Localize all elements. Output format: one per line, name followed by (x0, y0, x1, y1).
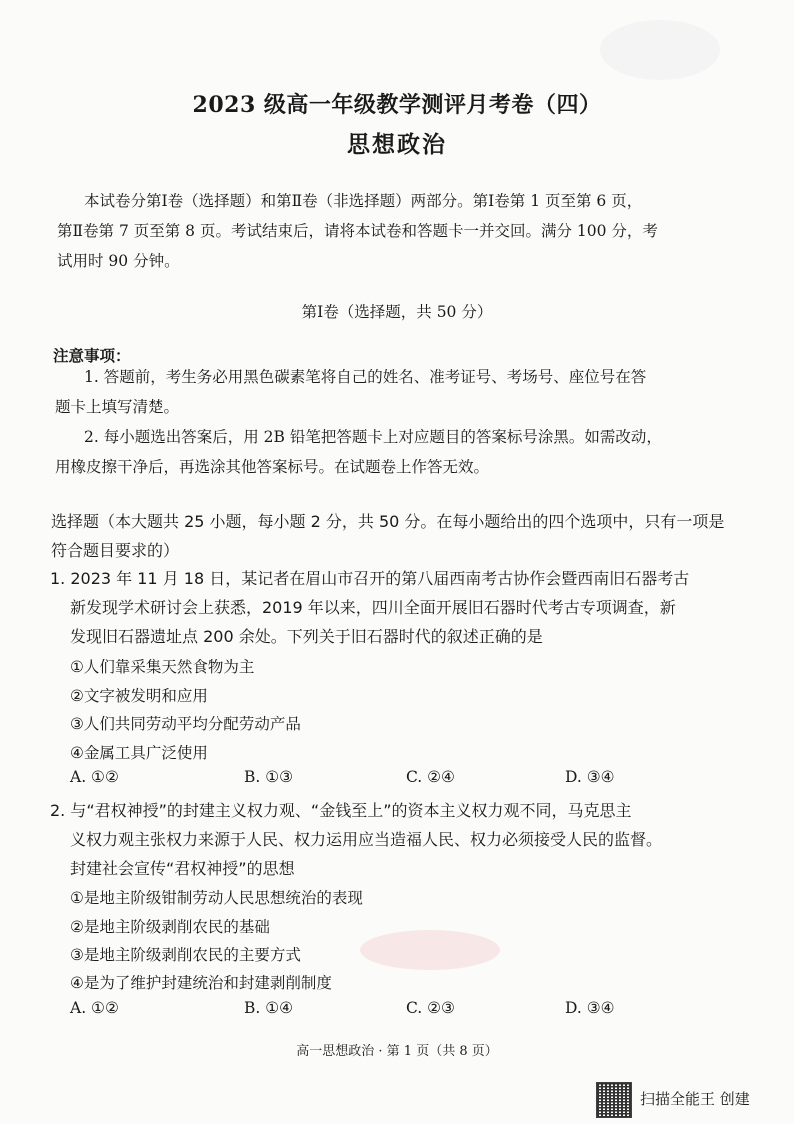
intro-line: 本试卷分第Ⅰ卷（选择题）和第Ⅱ卷（非选择题）两部分。第Ⅰ卷第 1 页至第 6 页， (84, 192, 643, 210)
question-statement: ④金属工具广泛使用 (70, 744, 208, 762)
exam-title: 2023 级高一年级教学测评月考卷（四） (192, 92, 602, 118)
question-stem-line: 新发现学术研讨会上获悉，2019 年以来，四川全面开展旧石器时代考古专项调查，新 (70, 598, 676, 617)
question-statement: ①是地主阶级钳制劳动人民思想统治的表现 (70, 889, 363, 907)
notice-line: 2. 每小题选出答案后，用 2B 铅笔把答题卡上对应题目的答案标号涂黑。如需改动， (84, 428, 662, 446)
instructions-line: 选择题（本大题共 25 小题，每小题 2 分，共 50 分。在每小题给出的四个选项中，只有一项是 (51, 512, 725, 531)
scan-stain (360, 930, 500, 970)
section-heading: 第Ⅰ卷（选择题，共 50 分） (301, 303, 493, 321)
question-statement: ③是地主阶级剥削农民的主要方式 (70, 946, 301, 964)
question-stem-line: 义权力观主张权力来源于人民、权力运用应当造福人民、权力必须接受人民的监督。 (70, 830, 663, 849)
question-statement: ④是为了维护封建统治和封建剥削制度 (70, 974, 332, 992)
notice-line: 用橡皮擦干净后，再选涂其他答案标号。在试题卷上作答无效。 (55, 458, 490, 476)
question-statement: ①人们靠采集天然食物为主 (70, 658, 255, 676)
question-stem-line: 发现旧石器遗址点 200 余处。下列关于旧石器时代的叙述正确的是 (70, 627, 543, 646)
question-stem-line: 封建社会宣传“君权神授”的思想 (70, 859, 295, 878)
page-footer: 高一思想政治 · 第 1 页（共 8 页） (296, 1044, 498, 1059)
intro-line: 试用时 90 分钟。 (57, 252, 180, 270)
question-statement: ②文字被发明和应用 (70, 687, 208, 705)
instructions-line: 符合题目要求的） (51, 541, 180, 560)
choice-c: C. ②③ (406, 999, 455, 1017)
scan-stain (600, 20, 720, 80)
subject-title: 思想政治 (347, 131, 447, 158)
question-statement: ②是地主阶级剥削农民的基础 (70, 918, 270, 936)
question-stem-line: 1. 2023 年 11 月 18 日，某记者在眉山市召开的第八届西南考古协作会暨西南旧石器考古 (50, 569, 690, 588)
choice-d: D. ③④ (565, 768, 615, 786)
scanner-watermark: 扫描全能王 创建 (640, 1090, 750, 1108)
qr-code-icon (596, 1082, 632, 1118)
choice-b: B. ①④ (244, 999, 294, 1017)
question-stem-line: 2. 与“君权神授”的封建主义权力观、“金钱至上”的资本主义权力观不同，马克思主 (50, 801, 632, 820)
question-statement: ③人们共同劳动平均分配劳动产品 (70, 715, 301, 733)
notice-heading: 注意事项： (53, 346, 131, 365)
notice-line: 1. 答题前，考生务必用黑色碳素笔将自己的姓名、准考证号、考场号、座位号在答 (84, 368, 647, 386)
choice-a: A. ①② (70, 768, 119, 786)
choice-b: B. ①③ (244, 768, 294, 786)
choice-a: A. ①② (70, 999, 119, 1017)
choice-d: D. ③④ (565, 999, 615, 1017)
choice-c: C. ②④ (406, 768, 455, 786)
intro-line: 第Ⅱ卷第 7 页至第 8 页。考试结束后，请将本试卷和答题卡一并交回。满分 100 分，考 (57, 222, 658, 240)
notice-line: 题卡上填写清楚。 (55, 398, 180, 416)
